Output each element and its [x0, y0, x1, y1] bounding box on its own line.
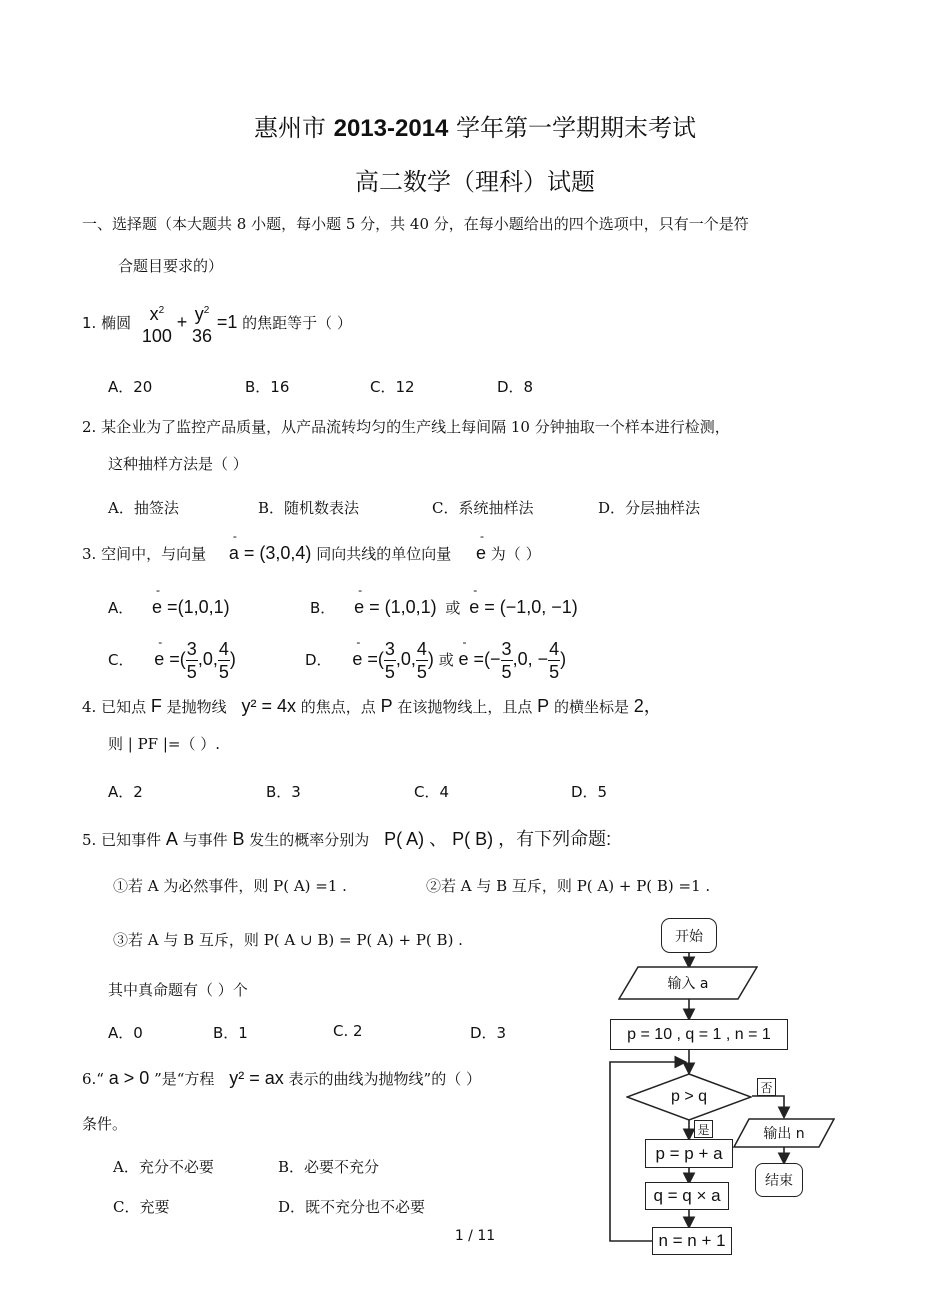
q6-option-d: D．既不充分也不必要: [278, 1198, 426, 1216]
q2-option-c: C．系统抽样法: [432, 499, 534, 517]
q4-option-d: D．5: [571, 783, 608, 801]
q1-option-a: A．20: [108, 378, 153, 396]
q1-pre: 椭圆: [101, 314, 132, 332]
title-year: 2013-2014: [333, 115, 449, 142]
question-6-line2: 条件。: [82, 1115, 128, 1133]
q3-vector-e: - e: [476, 543, 486, 564]
question-4-line1: 4. 已知点 F 是抛物线 y² = 4x 的焦点，点 P 在该抛物线上，且点 P 的横坐标是 2，: [82, 696, 662, 716]
question-4-line2: 则 | PF |=（ ）.: [108, 735, 221, 753]
flowchart-step-q: q = q × a: [645, 1182, 729, 1210]
question-2-line1: 2. 某企业为了监控产品质量，从产品流转均匀的生产线上每间隔 10 分钟抽取一个样本进行检测，: [82, 418, 730, 436]
q3-option-b: B． - e = (1,0,1) 或 - e = (−1,0, −1): [310, 597, 578, 618]
flowchart-init: p = 10 , q = 1 , n = 1: [610, 1019, 788, 1050]
flowchart-input: 输入 a: [667, 976, 709, 992]
flowchart-decision: p > q: [670, 1088, 708, 1105]
q1-number: 1.: [82, 314, 97, 332]
title-city: 惠州市: [253, 114, 326, 142]
flowchart-step-p: p = p + a: [645, 1139, 733, 1168]
q1-frac-x: $x^2$ 100: [141, 304, 172, 346]
q4-option-a: A．2: [108, 783, 143, 801]
q3-option-d: D． - e =( $\frac{3}{5}$ ,0, $\frac{4}{5}$ ) 或 - e =(− $\frac{3}{5}$ ,0, − $\frac{4}{5}$ ): [305, 638, 566, 683]
q6-option-a: A．充分不必要: [113, 1158, 214, 1176]
q1-option-d: D．8: [497, 378, 534, 396]
q5-option-b: B．1: [213, 1024, 248, 1042]
flowchart-step-n: n = n + 1: [652, 1227, 732, 1255]
q2-option-d: D．分层抽样法: [598, 499, 701, 517]
q3-post: 为（ ）: [490, 545, 541, 563]
q1-option-c: C．12: [370, 378, 415, 396]
q2-option-b: B．随机数表法: [258, 499, 360, 517]
question-5-line1: 5. 已知事件 A 与事件 B 发生的概率分别为 P( A) 、 P( B) ，有下列命题:: [82, 829, 612, 849]
q4-option-b: B．3: [266, 783, 301, 801]
title-rest: 学年第一学期期末考试: [456, 114, 697, 142]
q5-claim-1: ①若 A 为必然事件，则 P( A) =1 .: [113, 877, 347, 895]
flowchart-end: 结束: [755, 1163, 803, 1197]
flowchart-no-label: 否: [757, 1078, 776, 1096]
q5-option-c: C. 2: [333, 1022, 363, 1040]
q3-pre: 3. 空间中，与向量: [82, 545, 207, 563]
flowchart-start: 开始: [661, 918, 717, 953]
exam-subtitle: 高二数学（理科）试题: [355, 168, 595, 196]
q3-option-a: A． - e =(1,0,1): [108, 597, 230, 618]
q3-vector-a: - a = (3,0,4): [229, 543, 312, 564]
q2-option-a: A．抽签法: [108, 499, 179, 517]
q5-claim-2: ②若 A 与 B 互斥，则 P( A) + P( B) =1 .: [426, 877, 711, 895]
q1-frac-y: $y^2$ 36: [192, 304, 213, 346]
q1-post: 的焦距等于（ ）: [242, 314, 352, 332]
flowchart-yes-label: 是: [694, 1120, 713, 1138]
q3-mid: 同向共线的单位向量: [316, 545, 452, 563]
q6-option-b: B．必要不充分: [278, 1158, 380, 1176]
q1-eq: =1: [216, 312, 238, 332]
q5-option-a: A．0: [108, 1024, 143, 1042]
page-number: 1 / 11: [454, 1228, 496, 1244]
q4-option-c: C．4: [414, 783, 450, 801]
q1-plus: +: [176, 312, 188, 332]
q3-option-c: C． - e =( $\frac{3}{5}$ ,0, $\frac{4}{5}$ ): [108, 638, 236, 683]
q5-count: 其中真命题有（ ）个: [108, 981, 248, 999]
section-header-line2: 合题目要求的）: [118, 257, 224, 275]
question-2-line2: 这种抽样方法是（ ）: [108, 455, 248, 473]
section-header-line1: 一、选择题（本大题共 8 小题，每小题 5 分，共 40 分，在每小题给出的四个选项中，只有一个是符: [82, 215, 749, 233]
question-6-line1: 6.“ a > 0 ”是“方程 y² = ax 表示的曲线为抛物线”的（ ）: [82, 1068, 481, 1088]
q5-claim-3: ③若 A 与 B 互斥，则 P( A ∪ B) = P( A) + P( B) .: [113, 931, 463, 949]
flowchart-output: 输出 n: [763, 1126, 805, 1142]
q5-option-d: D．3: [470, 1024, 507, 1042]
q6-option-c: C．充要: [113, 1198, 170, 1216]
q1-option-b: B．16: [245, 378, 290, 396]
